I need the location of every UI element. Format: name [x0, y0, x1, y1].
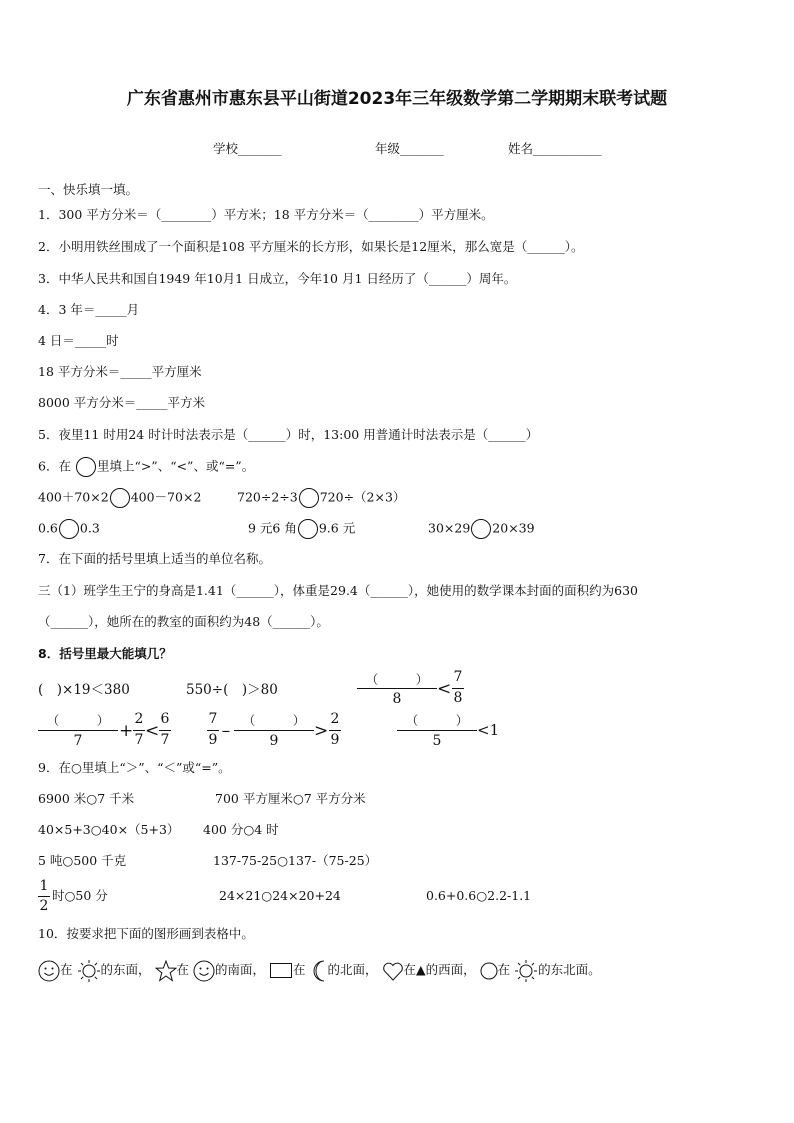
expr-left: 400＋70×2	[38, 489, 109, 505]
fraction-numerator: 7	[208, 711, 218, 727]
sun-icon	[514, 959, 538, 983]
circle-icon	[480, 962, 498, 980]
question-6-item	[38, 519, 100, 539]
question-8-item-b: 550÷( )＞80	[186, 682, 278, 698]
expr-left: 0.6	[38, 520, 58, 536]
q10-text: 的东北面。	[538, 962, 601, 977]
fraction-bar	[159, 730, 171, 731]
question-7: 7．在下面的括号里填上适当的单位名称。	[38, 551, 271, 566]
fraction-numerator: （ ）	[365, 672, 429, 687]
fraction-denominator: 7	[134, 732, 144, 748]
question-6-item	[428, 519, 535, 539]
question-10: 10．按要求把下面的图形画到表格中。	[38, 926, 254, 941]
star-icon	[155, 960, 177, 982]
fraction-bar	[397, 730, 477, 731]
fraction-denominator: 9	[269, 733, 279, 749]
fraction-numerator: 2	[330, 711, 340, 727]
smiley-face-icon	[38, 960, 60, 982]
rectangle-icon	[270, 963, 292, 978]
question-9: 9．在○里填上“＞”、“＜”或“=”。	[38, 760, 231, 775]
question-9-item: 时○50 分	[52, 888, 108, 903]
question-4-line-1: 4．3 年＝_____月	[38, 302, 140, 317]
expr-left: 9 元6 角	[248, 520, 297, 536]
name-field: 姓名___________	[508, 141, 602, 156]
expr-right: 0.3	[79, 520, 100, 536]
blank-circle-icon	[299, 488, 319, 508]
q10-text: 在	[60, 962, 73, 977]
question-2: 2．小明用铁丝围成了一个面积是108 平方厘米的长方形，如果长是12厘米，那么宽是（______）。	[38, 239, 584, 254]
fraction-numerator: 1	[39, 878, 49, 894]
question-6-item	[248, 519, 355, 539]
question-5: 5．夜里11 时用24 时计时法表示是（______）时，13:00 用普通计时法表示是（______）	[38, 427, 539, 442]
crescent-moon-icon	[310, 959, 328, 983]
expr-left: 720÷2÷3	[237, 489, 298, 505]
blank-circle-icon	[471, 519, 491, 539]
question-7-text-2: （______），她所在的教室的面积约为48（______）。	[38, 614, 329, 629]
question-9-item: 700 平方厘米○7 平方分米	[215, 791, 366, 806]
expr-right: 9.6 元	[318, 520, 356, 536]
expr-right: 720÷（2×3）	[319, 489, 406, 505]
minus: –	[221, 721, 231, 741]
question-9-item: 24×21○24×20+24	[219, 888, 341, 903]
expr-right: 400－70×2	[130, 489, 202, 505]
q10-text: 在	[497, 962, 511, 977]
question-7-text-1: 三（1）班学生王宁的身高是1.41（______），体重是29.4（______），她使用的数学课本封面的面积约为630	[38, 583, 638, 598]
question-9-item: 400 分○4 时	[203, 822, 279, 837]
fraction-bar	[357, 688, 437, 689]
blank-circle-icon	[110, 488, 130, 508]
fraction-bar	[38, 730, 118, 731]
section-heading: 一、快乐填一填。	[38, 182, 139, 197]
question-9-item: 40×5+3○40×（5+3）	[38, 822, 180, 837]
fraction-denominator: 7	[160, 732, 170, 748]
question-4-line-4: 8000 平方分米＝_____平方米	[38, 395, 206, 410]
heart-icon	[382, 961, 404, 981]
fraction-denominator: 8	[453, 690, 463, 706]
q10-text: 的北面，	[327, 962, 378, 977]
question-9-item: 137-75-25○137-（75-25）	[213, 853, 378, 868]
question-4-line-3: 18 平方分米＝_____平方厘米	[38, 364, 202, 379]
blank-circle-icon	[59, 519, 79, 539]
question-9-item: 5 吨○500 千克	[38, 853, 127, 868]
fraction-numerator: 2	[134, 711, 144, 727]
question-6-item	[237, 488, 405, 508]
expr-left: 30×29	[428, 520, 471, 536]
question-4-line-2: 4 日＝_____时	[38, 333, 119, 348]
fraction-numerator: （ ）	[405, 713, 469, 728]
fraction-denominator: 7	[73, 733, 83, 749]
question-3: 3．中华人民共和国自1949 年10月1 日成立，今年10 月1 日经历了（______）周年。	[38, 271, 517, 286]
smiley-face-icon	[193, 960, 215, 982]
less-than: <	[437, 679, 452, 699]
fraction-denominator: 8	[392, 691, 402, 707]
sun-icon	[77, 959, 101, 983]
blank-circle-icon	[76, 457, 96, 477]
fraction-numerator: （ ）	[46, 713, 110, 728]
blank-circle-icon	[298, 519, 318, 539]
question-8-item-a: ( )×19＜380	[38, 682, 130, 698]
fraction-numerator: 7	[453, 669, 463, 685]
fraction-bar	[207, 730, 219, 731]
page-title: 广东省惠州市惠东县平山街道2023年三年级数学第二学期期末联考试题	[126, 89, 668, 109]
question-10-shapes-line	[38, 958, 601, 983]
q10-text: 在	[293, 962, 306, 977]
school-field: 学校_______	[213, 141, 282, 156]
fraction-denominator: 2	[39, 898, 49, 914]
question-6	[38, 457, 254, 477]
q10-text: 在	[176, 962, 190, 977]
fraction-denominator: 9	[330, 732, 340, 748]
q10-text: 的东面，	[100, 962, 151, 977]
question-6-prefix: 6．在	[38, 458, 71, 474]
expr-right: 20×39	[492, 520, 535, 536]
grade-field: 年级_______	[375, 141, 444, 156]
question-6-item	[38, 488, 201, 508]
fraction-numerator: 6	[160, 711, 170, 727]
fraction-bar	[234, 730, 314, 731]
question-9-item: 0.6+0.6○2.2-1.1	[426, 888, 532, 903]
fraction-bar	[452, 688, 464, 689]
fraction-bar	[38, 896, 50, 897]
question-6-suffix: 里填上“>”、“<”、或“=”。	[96, 458, 255, 474]
less-than-one: <1	[477, 721, 500, 739]
less-than: <	[145, 721, 160, 741]
question-1: 1．300 平方分米＝（________）平方米；18 平方分米＝（________）平方厘米。	[38, 207, 494, 222]
fraction-denominator: 5	[432, 733, 442, 749]
fraction-bar	[329, 730, 341, 731]
question-8: 8．括号里最大能填几？	[38, 646, 172, 661]
fraction-denominator: 9	[208, 732, 218, 748]
q10-text: 在▲的西面，	[403, 962, 476, 977]
fraction-bar	[133, 730, 145, 731]
plus: +	[119, 721, 134, 741]
fraction-numerator: （ ）	[242, 713, 306, 728]
q10-text: 的南面，	[215, 962, 266, 977]
question-9-item: 6900 米○7 千米	[38, 791, 135, 806]
greater-than: >	[314, 721, 329, 741]
